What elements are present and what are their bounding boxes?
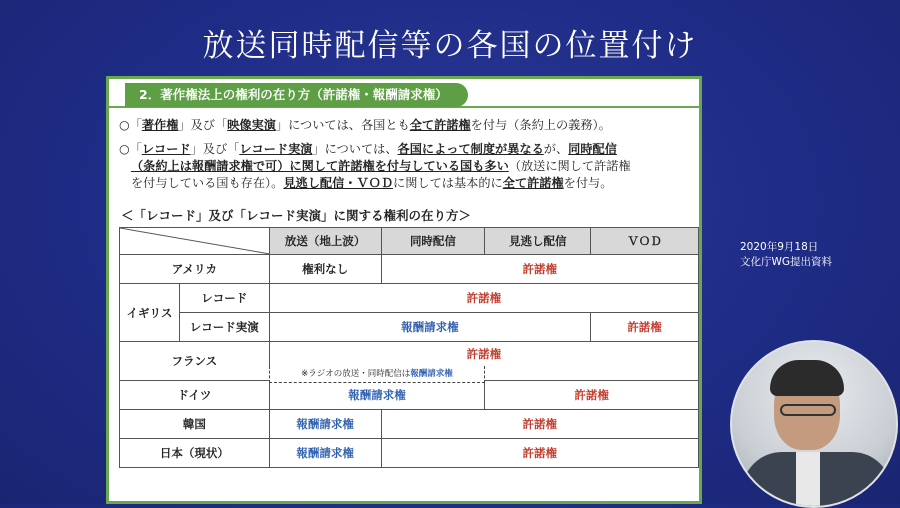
germany-first2: 報酬請求権 <box>269 381 485 410</box>
row-label-korea: 韓国 <box>120 410 270 439</box>
diagonal-line <box>120 228 270 254</box>
para2-mid1: 」及び「 <box>190 142 240 156</box>
table-row <box>120 313 699 342</box>
table-row <box>120 255 699 284</box>
speaker-hair <box>770 360 844 396</box>
rights-table <box>119 227 699 468</box>
source-name: 文化庁WG提出資料 <box>740 256 833 268</box>
header-catchup: 見逃し配信 <box>485 228 591 255</box>
para1-prefix: ○「 <box>119 118 142 132</box>
para1-term-permission: 全て許諾権 <box>409 118 471 132</box>
page-title: 放送同時配信等の各国の位置付け <box>202 28 698 64</box>
para1-mid2: 」については、各国とも <box>275 118 410 132</box>
para2-term-varies: 各国によって制度が異なる <box>397 142 544 156</box>
row-label-japan: 日本（現状） <box>120 439 270 468</box>
france-note-prefix: ※ラジオの放送・同時配信は <box>301 369 411 379</box>
para1-mid1: 」及び「 <box>178 118 228 132</box>
row-label-uk-record: レコード <box>179 284 269 313</box>
speaker-glasses <box>780 404 836 416</box>
para1-term-video: 映像実演 <box>227 118 276 132</box>
source-date: 2020年9月18日 <box>740 241 819 253</box>
header-vod: ＶＯＤ <box>591 228 699 255</box>
para2-line2-bold: （条約上は報酬請求権で可）に関して許諾権を付与している国も多い <box>131 159 509 173</box>
header-corner-cell <box>120 228 270 255</box>
para2-line3-head: を付与している国も存在）。 <box>131 176 284 190</box>
para2-prefix: ○「 <box>119 142 142 156</box>
header-broadcast: 放送（地上波） <box>269 228 381 255</box>
para2-term-vod: 見逃し配信・ＶＯＤ <box>283 176 394 190</box>
table-row <box>120 284 699 313</box>
uk-perf-first3: 報酬請求権 <box>269 313 590 342</box>
france-all: 許諾権 <box>269 342 698 381</box>
japan-rest: 許諾権 <box>381 439 698 468</box>
france-radio-note <box>269 366 485 383</box>
table-header-row <box>120 228 699 255</box>
para2-term-simulcast: 同時配信 <box>568 142 617 156</box>
row-label-uk-perf: レコード実演 <box>179 313 269 342</box>
para2-term-all-permission: 全て許諾権 <box>502 176 564 190</box>
para1-suffix: を付与（条約上の義務）。 <box>470 118 611 132</box>
source-info <box>740 240 832 270</box>
row-group-uk: イギリス <box>120 284 180 342</box>
para2-term-record: レコード <box>141 142 191 156</box>
speaker-shirt <box>796 452 820 508</box>
uk-record-all: 許諾権 <box>269 284 698 313</box>
para2-line2-tail: （放送に関して許諾権 <box>508 159 631 173</box>
row-label-germany: ドイツ <box>120 381 270 410</box>
header-simulcast: 同時配信 <box>381 228 485 255</box>
para2-mid3: が、 <box>543 142 569 156</box>
row-label-usa: アメリカ <box>120 255 270 284</box>
para2-suffix: を付与。 <box>563 176 613 190</box>
para1-term-copyright: 著作権 <box>141 118 179 132</box>
section-tag: 2．著作権法上の権利の在り方（許諾権・報酬請求権） <box>125 83 468 107</box>
uk-perf-vod: 許諾権 <box>591 313 699 342</box>
japan-broadcast: 報酬請求権 <box>269 439 381 468</box>
speaker-video <box>730 340 898 508</box>
para2-mid2: 」については、 <box>312 142 398 156</box>
para2-term-record-perf: レコード実演 <box>239 142 313 156</box>
france-note-value: 報酬請求権 <box>410 369 453 379</box>
usa-broadcast: 権利なし <box>269 255 381 284</box>
usa-rest: 許諾権 <box>381 255 698 284</box>
germany-last2: 許諾権 <box>485 381 699 410</box>
row-label-france: フランス <box>120 342 270 381</box>
korea-broadcast: 報酬請求権 <box>269 410 381 439</box>
table-row <box>120 439 699 468</box>
paragraph-2 <box>119 141 689 192</box>
para2-mid5: に関しては基本的に <box>393 176 503 190</box>
slide-panel <box>106 76 702 504</box>
table-row <box>120 381 699 410</box>
table-heading: ＜「レコード」及び「レコード実演」に関する権利の在り方＞ <box>121 208 472 223</box>
table-row <box>120 410 699 439</box>
korea-rest: 許諾権 <box>381 410 698 439</box>
paragraph-1 <box>119 117 689 134</box>
